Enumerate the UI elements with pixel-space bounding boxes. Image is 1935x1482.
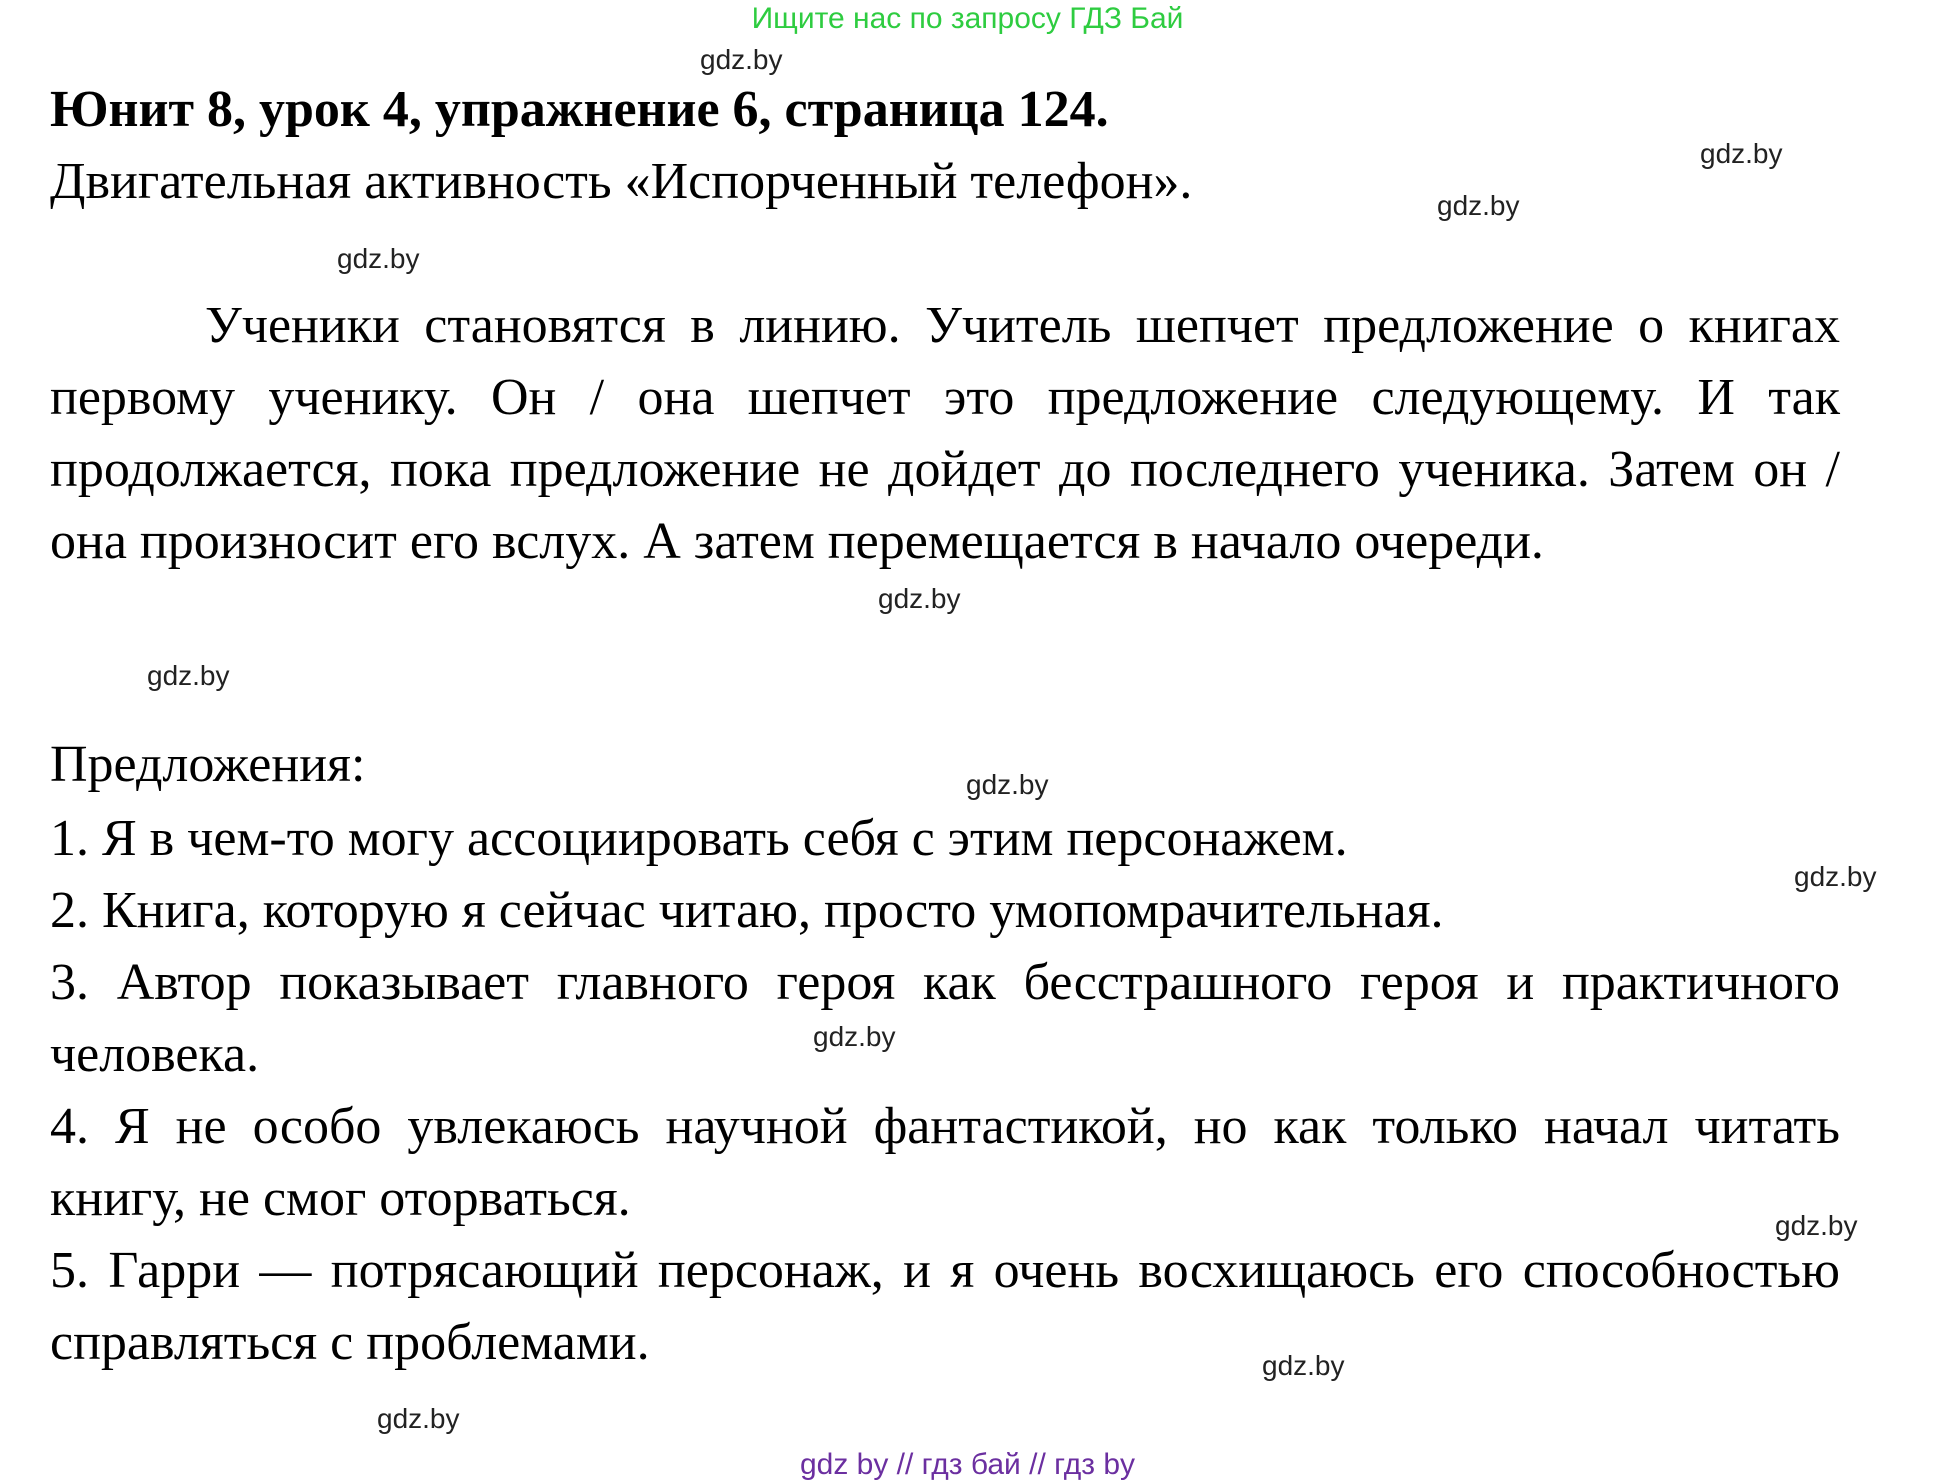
instruction-paragraph: Ученики становятся в линию. Учитель шепчет предложение о книгах первому ученику. Он / она шепчет это предложение следующему. И так продолжается, пока предложение не дойдет до последнего ученика. Затем он / она произносит его вслух. А затем перемещается в начало очереди. — [50, 297, 1840, 570]
watermark: gdz.by — [1700, 138, 1783, 169]
list-item: 2. Книга, которую я сейчас читаю, просто умопомрачительная. — [50, 882, 1444, 939]
watermark: gdz.by — [147, 660, 230, 691]
exercise-subtitle: Двигательная активность «Испорченный телефон». — [50, 153, 1193, 210]
sentences-list — [50, 803, 1840, 1379]
list-item: 4. Я не особо увлекаюсь научной фантастикой, но как только начал читать книгу, не смог оторваться. — [50, 1098, 1840, 1227]
watermark: gdz.by — [813, 1021, 896, 1052]
watermark: gdz.by — [1262, 1350, 1345, 1381]
exercise-title: Юнит 8, урок 4, упражнение 6, страница 124. — [50, 81, 1109, 138]
watermark: gdz.by — [337, 243, 420, 274]
watermark: gdz.by — [966, 769, 1049, 800]
watermark: gdz.by — [700, 44, 783, 75]
sentences-heading: Предложения: — [50, 736, 366, 793]
watermark: gdz.by — [377, 1403, 460, 1434]
watermark: gdz.by — [1794, 861, 1877, 892]
list-item: 1. Я в чем-то могу ассоциировать себя с этим персонажем. — [50, 810, 1348, 867]
watermark: gdz.by — [1437, 190, 1520, 221]
list-item: 5. Гарри — потрясающий персонаж, и я очень восхищаюсь его способностью справляться с проблемами. — [50, 1242, 1840, 1371]
watermark: gdz.by — [1775, 1210, 1858, 1241]
footer-links: gdz by // гдз бай // гдз by — [799, 1448, 1136, 1481]
list-item: 3. Автор показывает главного героя как бесстрашного героя и практичного человека. — [50, 954, 1840, 1083]
watermark: gdz.by — [878, 583, 961, 614]
search-banner: Ищите нас по запросу ГДЗ Бай — [751, 2, 1184, 35]
